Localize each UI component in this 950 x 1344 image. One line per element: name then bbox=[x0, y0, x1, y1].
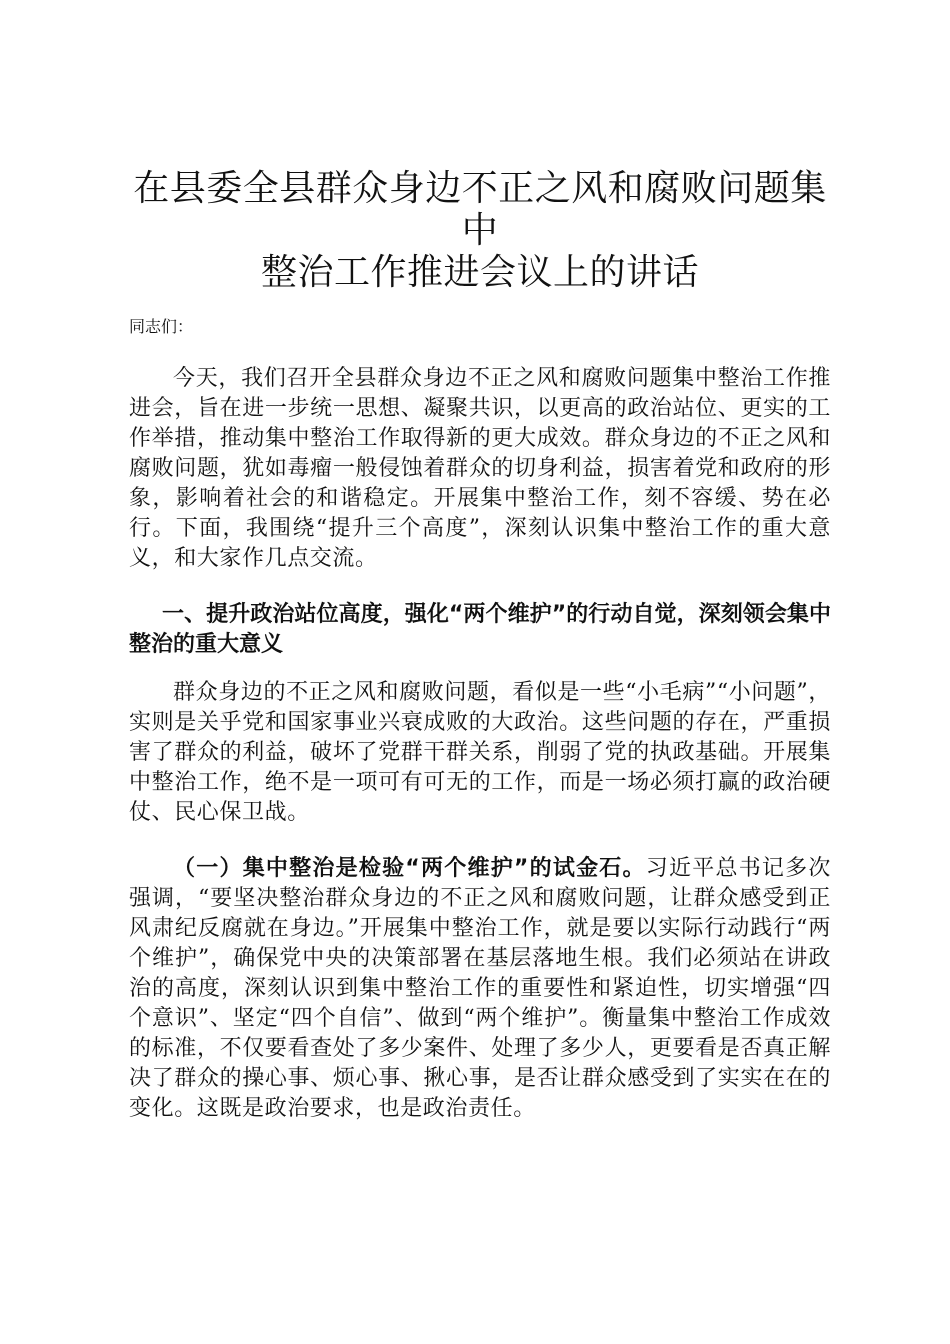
subsection-1-body: 习近平总书记多次强调，“要坚决整治群众身边的不正之风和腐败问题，让群众感受到正风肃纪反腐就在身边。”开展集中整治工作，就是要以实际行动践行“两个维护”，确保党中央的决策部署在基层落地生根。我们必须站在讲政治的高度，深刻认识到集中整治工作的重要性和紧迫性，切实增强“四个意识”、坚定“四个自信”、做到“两个维护”。衡量集中整治工作成效的标准，不仅要看查处了多少案件、处理了多少人，更要看是否真正解决了群众的操心事、烦心事、揪心事，是否让群众感受到了实实在在的变化。这既是政治要求，也是政治责任。 bbox=[129, 856, 831, 1121]
document-page bbox=[129, 168, 831, 1150]
title-line-1: 在县委全县群众身边不正之风和腐败问题集中 bbox=[133, 168, 827, 251]
section-1-heading: 一、提升政治站位高度，强化“两个维护”的行动自觉，深刻领会集中整治的重大意义 bbox=[129, 602, 831, 657]
salutation: 同志们： bbox=[129, 317, 194, 336]
subsection-1-paragraph bbox=[129, 854, 831, 1124]
intro-paragraph: 今天，我们召开全县群众身边不正之风和腐败问题集中整治工作推进会，旨在进一步统一思想、凝聚共识，以更高的政治站位、更实的工作举措，推动集中整治工作取得新的更大成效。群众身边的不正之风和腐败问题，犹如毒瘤一般侵蚀着群众的切身利益，损害着党和政府的形象，影响着社会的和谐稳定。开展集中整治工作，刻不容缓、势在必行。下面，我围绕“提升三个高度”，深刻认识集中整治工作的重大意义，和大家作几点交流。 bbox=[129, 366, 831, 571]
section-1-paragraph: 群众身边的不正之风和腐败问题，看似是一些“小毛病”“小问题”，实则是关乎党和国家事业兴衰成败的大政治。这些问题的存在，严重损害了群众的利益，破坏了党群干群关系，削弱了党的执政基础。开展集中整治工作，绝不是一项可有可无的工作，而是一场必须打赢的政治硬仗、民心保卫战。 bbox=[129, 680, 831, 825]
document-title bbox=[121, 168, 839, 294]
title-line-2: 整治工作推进会议上的讲话 bbox=[260, 252, 699, 293]
subsection-1-lead: （一）集中整治是检验“两个维护”的试金石。 bbox=[173, 856, 646, 881]
